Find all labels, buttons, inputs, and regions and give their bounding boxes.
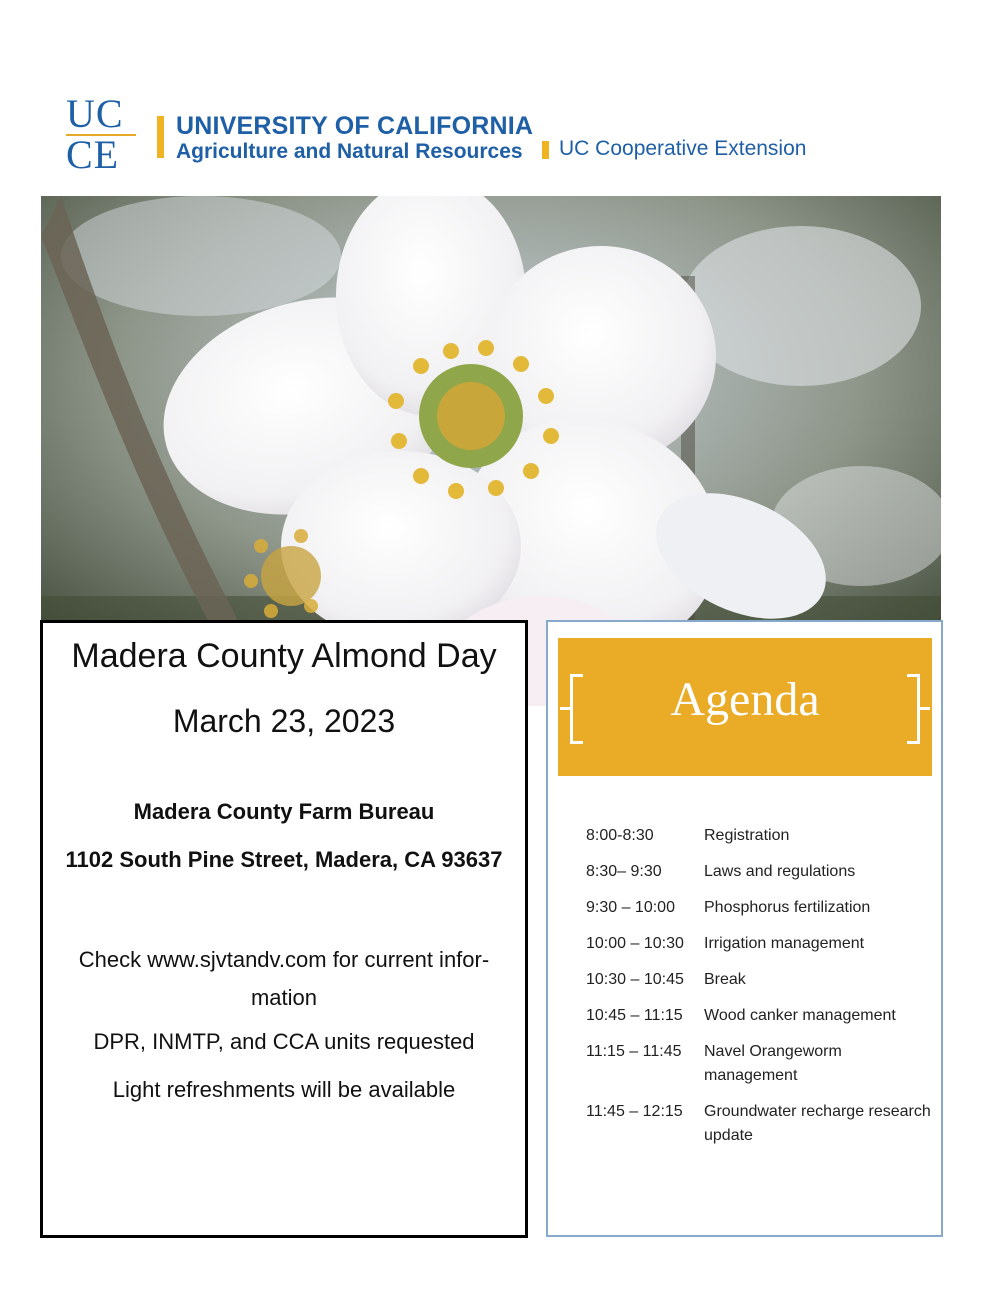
- agenda-topic: Break: [704, 971, 746, 988]
- agenda-item: [586, 860, 931, 884]
- agenda-item: [586, 1004, 931, 1028]
- extension-name: UC Cooperative Extension: [559, 137, 807, 160]
- agenda-topic: Wood canker management: [704, 1007, 896, 1024]
- event-title: Madera County Almond Day: [71, 637, 497, 675]
- agenda-list: [586, 824, 931, 1160]
- agenda-item: [586, 824, 931, 848]
- agenda-time: 8:00-8:30: [586, 827, 654, 844]
- agenda-time: 11:15 – 11:45: [586, 1043, 682, 1060]
- event-info-box: [40, 620, 528, 1238]
- units-note: DPR, INMTP, and CCA units requested: [93, 1029, 475, 1054]
- agenda-topic: Groundwater recharge research update: [704, 1103, 931, 1144]
- refreshments-note: Light refreshments will be available: [112, 1077, 456, 1102]
- agenda-time: 10:30 – 10:45: [586, 971, 684, 988]
- ucce-logo-mark: [66, 91, 140, 177]
- extension-divider-bar: [542, 141, 549, 159]
- agenda-box: [546, 620, 943, 1237]
- logo-top-letters: UC: [66, 95, 136, 136]
- logo-bottom-letters: CE: [66, 132, 120, 177]
- org-name-line2: Agriculture and Natural Resources: [176, 140, 523, 163]
- agenda-topic: Phosphorus fertilization: [704, 899, 871, 916]
- event-date: March 23, 2023: [172, 703, 396, 739]
- agenda-item: [586, 1040, 931, 1088]
- bracket-right-icon: [907, 674, 920, 744]
- logo-divider-bar: [157, 116, 164, 158]
- agenda-topic: Registration: [704, 827, 790, 844]
- agenda-topic: Navel Orangeworm management: [704, 1043, 842, 1084]
- agenda-time: 11:45 – 12:15: [586, 1103, 683, 1120]
- website-note: Check www.sjvtandv.com for current infor-mation: [78, 947, 490, 1010]
- agenda-item: [586, 896, 931, 920]
- agenda-time: 9:30 – 10:00: [586, 899, 675, 916]
- agenda-time: 10:00 – 10:30: [586, 935, 684, 952]
- agenda-banner: [558, 638, 932, 776]
- agenda-topic: Laws and regulations: [704, 863, 856, 880]
- agenda-time: 8:30– 9:30: [586, 863, 662, 880]
- event-venue: Madera County Farm Bureau: [133, 799, 435, 824]
- agenda-time: 10:45 – 11:15: [586, 1007, 683, 1024]
- agenda-item: [586, 1100, 931, 1148]
- agenda-item: [586, 932, 931, 956]
- org-name-line1: UNIVERSITY OF CALIFORNIA: [176, 112, 534, 140]
- agenda-title: Agenda: [670, 673, 820, 726]
- org-name: [176, 112, 533, 164]
- agenda-topic: Irrigation management: [704, 935, 865, 952]
- event-address: 1102 South Pine Street, Madera, CA 93637: [65, 847, 503, 872]
- agenda-item: [586, 968, 931, 992]
